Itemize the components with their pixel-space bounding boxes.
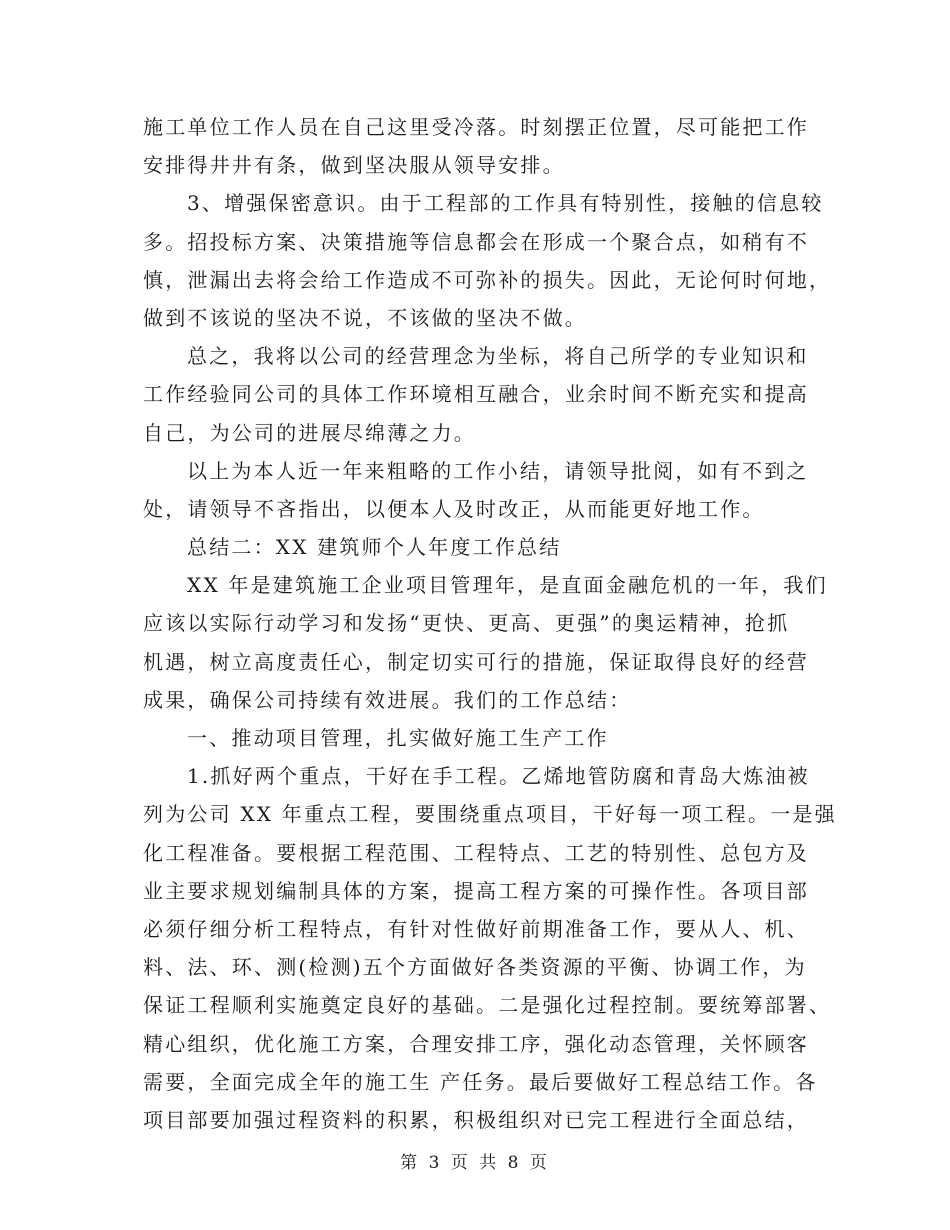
text-line: 成果，确保公司持续有效进展。我们的工作总结： (143, 687, 632, 712)
text-line: 项目部要加强过程资料的积累，积极组织对已完工程进行全面总结， (143, 1107, 809, 1132)
text-line: 应该以实际行动学习和发扬“更快、更高、更强”的奥运精神，抢抓 (143, 611, 790, 636)
text-line: 化工程准备。要根据工程范围、工程特点、工艺的特别性、总包方及 (143, 840, 809, 865)
page-number-footer: 第 3 页 共 8 页 (400, 1153, 550, 1173)
text-line: 总结二：XX 建筑师个人年度工作总结 (187, 535, 562, 560)
text-line: 机遇，树立高度责任心，制定切实可行的措施，保证取得良好的经营 (143, 649, 809, 674)
text-line: 安排得井井有条，做到坚决服从领导安排。 (143, 153, 565, 178)
text-line: 业主要求规划编制具体的方案，提高工程方案的可操作性。各项目部 (143, 878, 809, 903)
body-text (143, 108, 837, 1139)
text-line: 3、增强保密意识。由于工程部的工作具有特别性，接触的信息较 (187, 191, 824, 216)
text-line: 多。招投标方案、决策措施等信息都会在形成一个聚合点，如稍有不 (143, 229, 809, 254)
text-line: 慎，泄漏出去将会给工作造成不可弥补的损失。因此，无论何时何地， (143, 267, 832, 292)
text-line: 自己，为公司的进展尽绵薄之力。 (143, 420, 476, 445)
text-line: 以上为本人近一年来粗略的工作小结，请领导批阅，如有不到之 (187, 458, 809, 483)
text-line: 保证工程顺利实施奠定良好的基础。二是强化过程控制。要统筹部署、 (143, 993, 832, 1018)
text-line: 做到不该说的坚决不说，不该做的坚决不做。 (143, 305, 587, 330)
text-line: 施工单位工作人员在自己这里受冷落。时刻摆正位置，尽可能把工作 (143, 115, 809, 139)
text-line: 1.抓好两个重点，干好在手工程。乙烯地管防腐和青岛大炼油被 (187, 764, 810, 789)
text-line: XX 年是建筑施工企业项目管理年，是直面金融危机的一年，我们 (187, 573, 828, 598)
text-line: 必须仔细分析工程特点，有针对性做好前期准备工作，要从人、机、 (143, 916, 809, 941)
text-line: 一、推动项目管理，扎实做好施工生产工作 (187, 726, 609, 750)
text-line: 工作经验同公司的具体工作环境相互融合，业余时间不断充实和提高 (143, 382, 809, 407)
text-line: 需要，全面完成全年的施工生 产任务。最后要做好工程总结工作。各 (143, 1069, 818, 1094)
text-line: 总之，我将以公司的经营理念为坐标，将自己所学的专业知识和 (187, 344, 809, 369)
text-line: 料、法、环、测(检测)五个方面做好各类资源的平衡、协调工作，为 (143, 955, 807, 980)
text-line: 处，请领导不吝指出，以便本人及时改正，从而能更好地工作。 (143, 496, 765, 521)
text-line: 列为公司 XX 年重点工程，要围绕重点项目，干好每一项工程。一是强 (143, 802, 837, 827)
text-line: 精心组织，优化施工方案，合理安排工序，强化动态管理，关怀顾客 (143, 1031, 809, 1056)
